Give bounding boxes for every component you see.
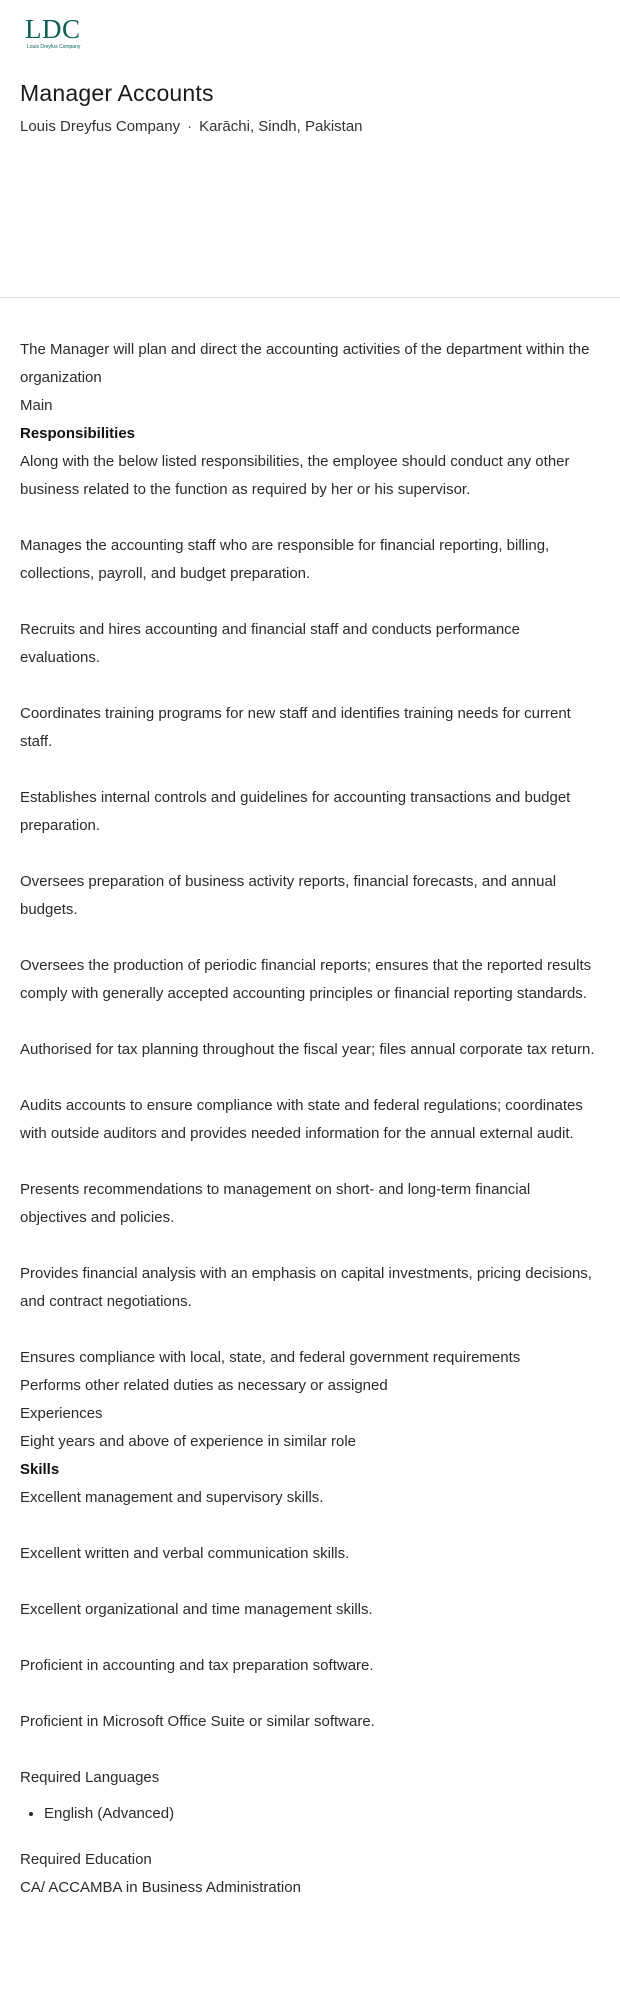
skill-item: Proficient in accounting and tax preparation software.	[20, 1657, 374, 1674]
responsibility-item: Coordinates training programs for new staff and identifies training needs for current staff.	[20, 705, 571, 750]
compliance-text: Ensures compliance with local, state, and federal government requirements	[20, 1349, 521, 1366]
responsibility-item: Audits accounts to ensure compliance with state and federal regulations; coordinates with outside auditors and provides needed information for the annual external audit.	[20, 1097, 583, 1142]
skill-item: Excellent organizational and time management skills.	[20, 1601, 373, 1618]
company-logo[interactable]	[25, 14, 95, 54]
job-location: Karāchi, Sindh, Pakistan	[199, 118, 363, 135]
responsibility-item: Manages the accounting staff who are responsible for financial reporting, billing, collections, payroll, and budget preparation.	[20, 537, 550, 582]
responsibility-item: Along with the below listed responsibilities, the employee should conduct any other business related to the function as required by her or his supervisor.	[20, 453, 570, 498]
education-label: Required Education	[20, 1851, 152, 1868]
education-text: CA/ ACCAMBA in Business Administration	[20, 1879, 301, 1896]
company-name[interactable]: Louis Dreyfus Company	[20, 118, 181, 135]
skill-item: Excellent written and verbal communication skills.	[20, 1545, 350, 1562]
company-logo-subtitle: Louis Dreyfus Company	[27, 44, 81, 50]
experiences-label: Experiences	[20, 1405, 103, 1422]
responsibility-item: Oversees the production of periodic financial reports; ensures that the reported results comply with generally accepted accounting principles or financial reporting standards.	[20, 957, 592, 1002]
languages-list	[20, 1800, 600, 1828]
job-title: Manager Accounts	[20, 80, 214, 106]
responsibility-item: Recruits and hires accounting and financial staff and conducts performance evaluations.	[20, 621, 521, 666]
responsibility-item: Presents recommendations to management on short- and long-term financial objectives and policies.	[20, 1181, 531, 1226]
responsibility-item: Establishes internal controls and guidelines for accounting transactions and budget preparation.	[20, 789, 571, 834]
languages-label: Required Languages	[20, 1769, 160, 1786]
intro-text: The Manager will plan and direct the accounting activities of the department within the organization	[20, 341, 590, 386]
responsibility-item: Authorised for tax planning throughout the fiscal year; files annual corporate tax return.	[20, 1041, 595, 1058]
meta-separator: ·	[187, 118, 193, 135]
experience-text: Eight years and above of experience in similar role	[20, 1433, 357, 1450]
responsibility-item: Oversees preparation of business activity reports, financial forecasts, and annual budgets.	[20, 873, 557, 918]
skill-item: Excellent management and supervisory skills.	[20, 1489, 324, 1506]
job-header	[0, 0, 620, 298]
responsibility-item: Provides financial analysis with an emphasis on capital investments, pricing decisions, and contract negotiations.	[20, 1265, 592, 1310]
job-meta	[20, 118, 363, 135]
responsibilities-heading: Responsibilities	[20, 425, 136, 442]
company-logo-mark: LDC	[25, 14, 81, 44]
main-label: Main	[20, 397, 53, 414]
job-description	[0, 298, 620, 1902]
skills-heading: Skills	[20, 1461, 60, 1478]
language-item: • English (Advanced)	[44, 1800, 600, 1828]
other-duties-text: Performs other related duties as necessary or assigned	[20, 1377, 388, 1394]
skill-item: Proficient in Microsoft Office Suite or similar software.	[20, 1713, 375, 1730]
